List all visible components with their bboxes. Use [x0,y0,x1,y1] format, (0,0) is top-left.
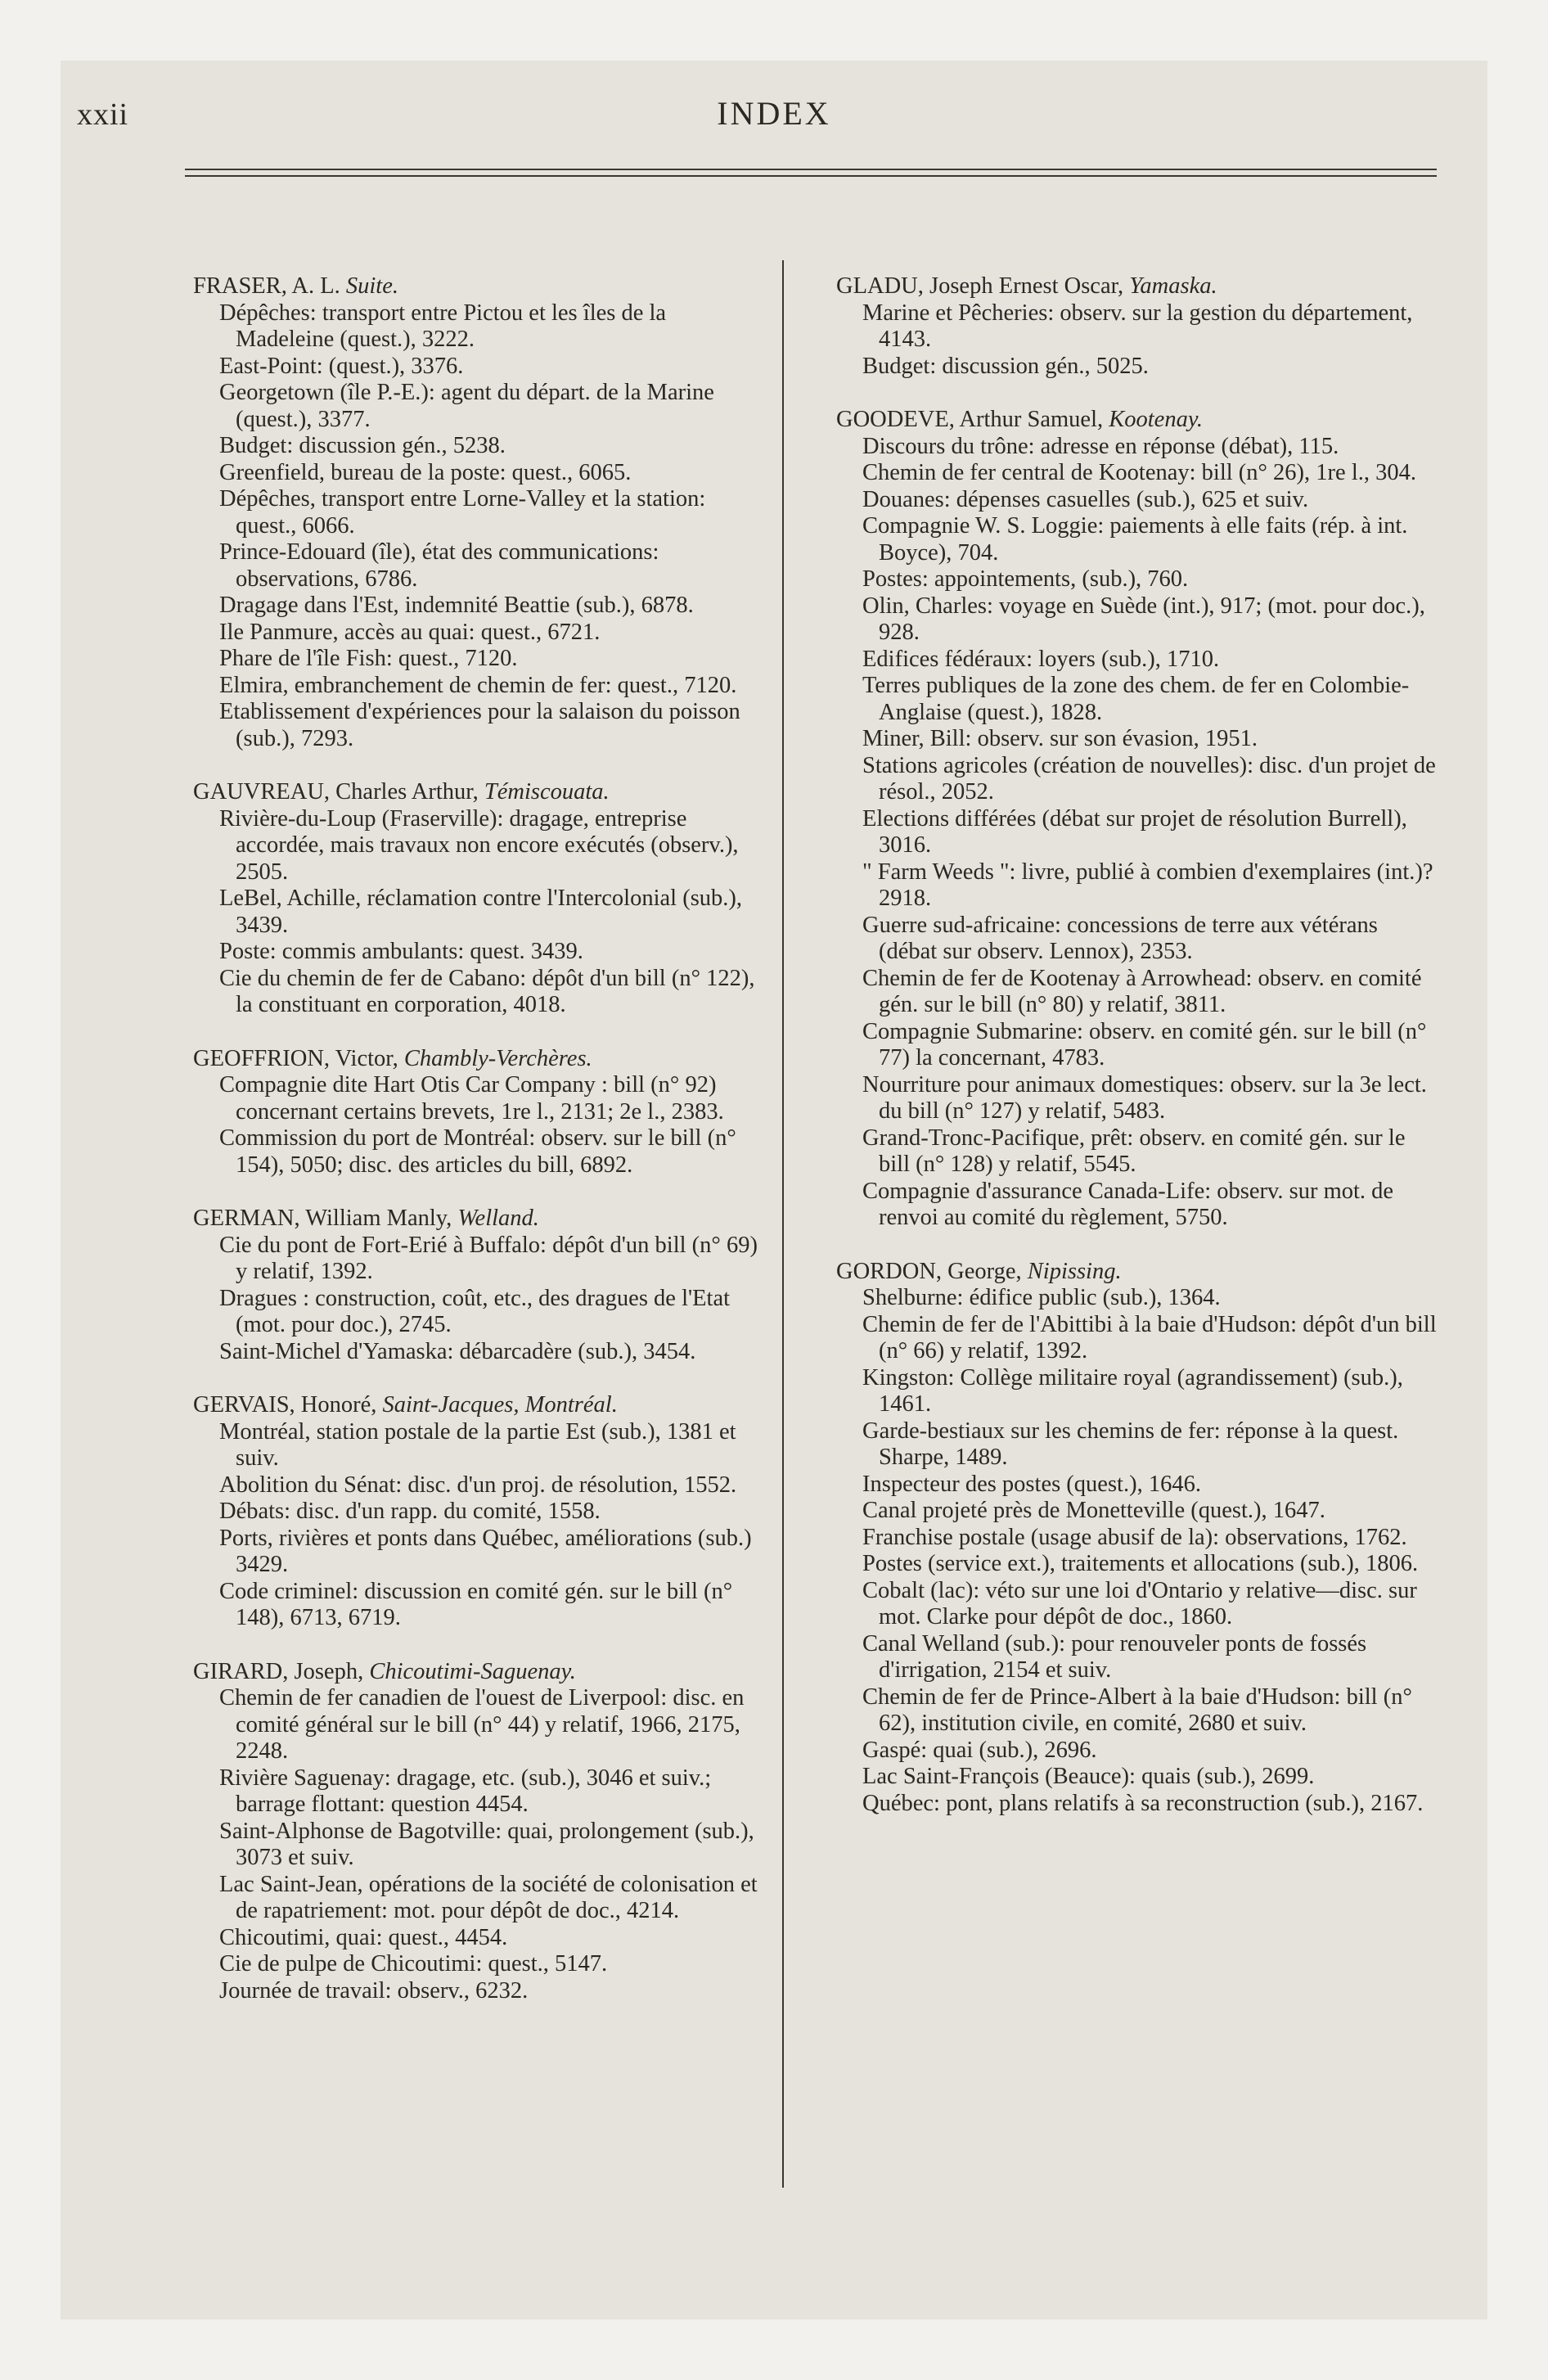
index-subentry: Postes (service ext.), traitements et allocations (sub.), 1806. [862,1551,1419,1576]
index-entry [177,1206,764,1365]
index-entry [177,1046,764,1179]
index-subentry: Marine et Pêcheries: observ. sur la gestion du département, 4143. [862,300,1413,352]
riding-name: Témiscouata. [484,779,610,805]
index-subentry: Montréal, station postale de la partie Est (sub.), 1381 et suiv. [219,1418,736,1471]
riding-name: Welland. [457,1206,539,1231]
index-subentry: Chemin de fer canadien de l'ouest de Liverpool: disc. en comité général sur le bill (n° 44) y relatif, 1966, 2175, 2248. [219,1685,745,1764]
index-subentry: Saint-Michel d'Yamaska: débarcadère (sub.), 3454. [219,1338,696,1364]
entry-heading [820,1259,1438,1286]
index-subentry: Dragues : construction, coût, etc., des dragues de l'Etat (mot. pour doc.), 2745. [219,1285,731,1337]
index-subentry: Cie du pont de Fort-Erié à Buffalo: dépôt d'un bill (n° 69) y relatif, 1392. [219,1232,758,1284]
index-entry [177,273,764,752]
index-subentry: Dépêches: transport entre Pictou et les îles de la Madeleine (quest.), 3222. [219,300,667,352]
riding-name: Saint-Jacques, Montréal. [382,1392,618,1418]
index-column-right [820,273,1438,1844]
index-entry [177,1392,764,1632]
index-subentry: East-Point: (quest.), 3376. [219,353,464,379]
index-subentry: Terres publiques de la zone des chem. de fer en Colombie-Anglaise (quest.), 1828. [862,673,1410,725]
index-subentry: Budget: discussion gén., 5025. [862,353,1149,379]
index-subentry: Postes: appointements, (sub.), 760. [862,566,1189,592]
index-subentry: Compagnie d'assurance Canada-Life: observ. sur mot. de renvoi au comité du règlement, 5750. [862,1178,1394,1230]
index-subentry: Compagnie W. S. Loggie: paiements à elle faits (rép. à int. Boyce), 704. [862,513,1408,566]
index-subentry: Greenfield, bureau de la poste: quest., 6065. [219,459,632,485]
index-subentry: Miner, Bill: observ. sur son évasion, 1951. [862,726,1258,751]
entry-heading [820,407,1438,434]
index-subentry: Rivière Saguenay: dragage, etc. (sub.), 3046 et suiv.; barrage flottant: question 4454. [219,1765,712,1817]
index-subentry: Guerre sud-africaine: concessions de terre aux vétérans (débat sur observ. Lennox), 2353. [862,912,1378,964]
member-name: GORDON, George, [836,1258,1022,1284]
index-subentry: Commission du port de Montréal: observ. sur le bill (n° 154), 5050; disc. des articles du bill, 6892. [219,1125,736,1178]
entry-heading [177,1206,764,1233]
index-subentry: Saint-Alphonse de Bagotville: quai, prolongement (sub.), 3073 et suiv. [219,1818,754,1870]
index-subentry: Elmira, embranchement de chemin de fer: quest., 7120. [219,672,737,698]
index-subentry: Chemin de fer de Prince-Albert à la baie d'Hudson: bill (n° 62), institution civile, en comité, 2680 et suiv. [862,1684,1412,1736]
column-divider [782,260,784,2188]
index-subentry: LeBel, Achille, réclamation contre l'Intercolonial (sub.), 3439. [219,886,743,938]
index-subentry: Ports, rivières et ponts dans Québec, améliorations (sub.) 3429. [219,1525,752,1577]
index-subentry: Compagnie Submarine: observ. en comité gén. sur le bill (n° 77) la concernant, 4783. [862,1018,1427,1071]
index-subentry: Stations agricoles (création de nouvelles): disc. d'un projet de résol., 2052. [862,752,1436,805]
index-subentry: Lac Saint-Jean, opérations de la société de colonisation et de rapatriement: mot. pour dépôt de doc., 4214. [219,1871,758,1923]
index-subentry: Lac Saint-François (Beauce): quais (sub.), 2699. [862,1764,1315,1789]
index-subentry: Inspecteur des postes (quest.), 1646. [862,1471,1201,1497]
index-subentry: Kingston: Collège militaire royal (agrandissement) (sub.), 1461. [862,1364,1403,1417]
index-subentry: Phare de l'île Fish: quest., 7120. [219,646,518,671]
riding-name: Chicoutimi-Saguenay. [369,1658,576,1684]
index-subentry: Edifices fédéraux: loyers (sub.), 1710. [862,646,1220,672]
index-entry [820,1259,1438,1818]
entry-heading [177,273,764,300]
member-name: GAUVREAU, Charles Arthur, [193,779,479,805]
index-subentry: Compagnie dite Hart Otis Car Company : bill (n° 92) concernant certains brevets, 1re l., 2131; 2e l., 2383. [219,1072,724,1125]
page-number: xxii [77,97,129,132]
index-subentry: Gaspé: quai (sub.), 2696. [862,1737,1097,1763]
index-subentry: Chemin de fer central de Kootenay: bill (n° 26), 1re l., 304. [862,460,1416,485]
index-subentry: Québec: pont, plans relatifs à sa reconstruction (sub.), 2167. [862,1790,1424,1816]
index-subentry: Nourriture pour animaux domestiques: observ. sur la 3e lect. du bill (n° 127) y relatif, 5483. [862,1071,1427,1124]
index-subentry: Débats: disc. d'un rapp. du comité, 1558. [219,1499,601,1524]
index-subentry: Etablissement d'expériences pour la salaison du poisson (sub.), 7293. [219,699,740,751]
member-name: FRASER, A. L. [193,273,340,299]
member-name: GERMAN, William Manly, [193,1206,452,1231]
member-name: GERVAIS, Honoré, [193,1392,377,1418]
index-subentry: Garde-bestiaux sur les chemins de fer: réponse à la quest. Sharpe, 1489. [862,1418,1399,1470]
member-name: GOODEVE, Arthur Samuel, [836,407,1104,432]
index-entry [820,407,1438,1232]
index-subentry: Franchise postale (usage abusif de la): observations, 1762. [862,1524,1407,1550]
entry-heading [820,273,1438,300]
index-subentry: Cie de pulpe de Chicoutimi: quest., 5147. [219,1951,608,1977]
index-subentry: Dragage dans l'Est, indemnité Beattie (sub.), 6878. [219,593,694,618]
member-name: GLADU, Joseph Ernest Oscar, [836,273,1124,299]
riding-name: Yamaska. [1129,273,1217,299]
index-subentry: Poste: commis ambulants: quest. 3439. [219,939,583,964]
index-subentry: Abolition du Sénat: disc. d'un proj. de résolution, 1552. [219,1472,737,1498]
index-subentry: Olin, Charles: voyage en Suède (int.), 917; (mot. pour doc.), 928. [862,593,1425,645]
index-subentry: Canal Welland (sub.): pour renouveler ponts de fossés d'irrigation, 2154 et suiv. [862,1630,1367,1683]
riding-name: Chambly-Verchères. [403,1045,592,1071]
member-name: GIRARD, Joseph, [193,1658,364,1684]
member-name: GEOFFRION, Victor, [193,1045,398,1071]
header-rule [185,169,1437,170]
index-subentry: Chicoutimi, quai: quest., 4454. [219,1924,508,1950]
riding-name: Suite. [345,273,399,299]
index-subentry: Chemin de fer de Kootenay à Arrowhead: observ. en comité gén. sur le bill (n° 80) y relatif, 3811. [862,965,1422,1017]
index-subentry: Grand-Tronc-Pacifique, prêt: observ. en comité gén. sur le bill (n° 128) y relatif, 5545. [862,1125,1406,1177]
index-subentry: Rivière-du-Loup (Fraserville): dragage, entreprise accordée, mais travaux non encore exécutés (observ.), 2505. [219,805,739,885]
index-subentry: Chemin de fer de l'Abittibi à la baie d'Hudson: dépôt d'un bill (n° 66) y relatif, 1392. [862,1311,1437,1364]
index-subentry: Discours du trône: adresse en réponse (débat), 115. [862,433,1339,459]
index-column-left [177,273,764,2031]
riding-name: Kootenay. [1109,407,1204,432]
index-entry [177,779,764,1019]
index-subentry: Code criminel: discussion en comité gén. sur le bill (n° 148), 6713, 6719. [219,1578,733,1630]
index-subentry: Georgetown (île P.-E.): agent du départ. de la Marine (quest.), 3377. [219,380,714,432]
index-subentry: " Farm Weeds ": livre, publié à combien d'exemplaires (int.)? 2918. [862,859,1433,911]
index-subentry: Budget: discussion gén., 5238. [219,433,506,458]
index-entry [177,1659,764,2005]
entry-heading [177,779,764,806]
index-subentry: Prince-Edouard (île), état des communications: observations, 6786. [219,539,659,592]
index-subentry: Elections différées (débat sur projet de résolution Burrell), 3016. [862,805,1407,858]
index-subentry: Cobalt (lac): véto sur une loi d'Ontario y relative—disc. sur mot. Clarke pour dépôt de doc., 1860. [862,1577,1417,1629]
header-rule-second [185,175,1437,177]
index-subentry: Dépêches, transport entre Lorne-Valley et la station: quest., 6066. [219,486,706,539]
entry-heading [177,1659,764,1686]
index-subentry: Shelburne: édifice public (sub.), 1364. [862,1285,1221,1310]
index-subentry: Ile Panmure, accès au quai: quest., 6721. [219,619,601,645]
index-subentry: Cie du chemin de fer de Cabano: dépôt d'un bill (n° 122), la constituant en corporation, 4018. [219,965,755,1017]
entry-heading [177,1392,764,1419]
page-title: INDEX [717,95,831,132]
index-subentry: Journée de travail: observ., 6232. [219,1977,529,2004]
riding-name: Nipissing. [1027,1258,1122,1284]
index-subentry: Douanes: dépenses casuelles (sub.), 625 et suiv. [862,486,1309,512]
index-subentry: Canal projeté près de Monetteville (quest.), 1647. [862,1498,1325,1523]
entry-heading [177,1046,764,1073]
index-entry [820,273,1438,380]
